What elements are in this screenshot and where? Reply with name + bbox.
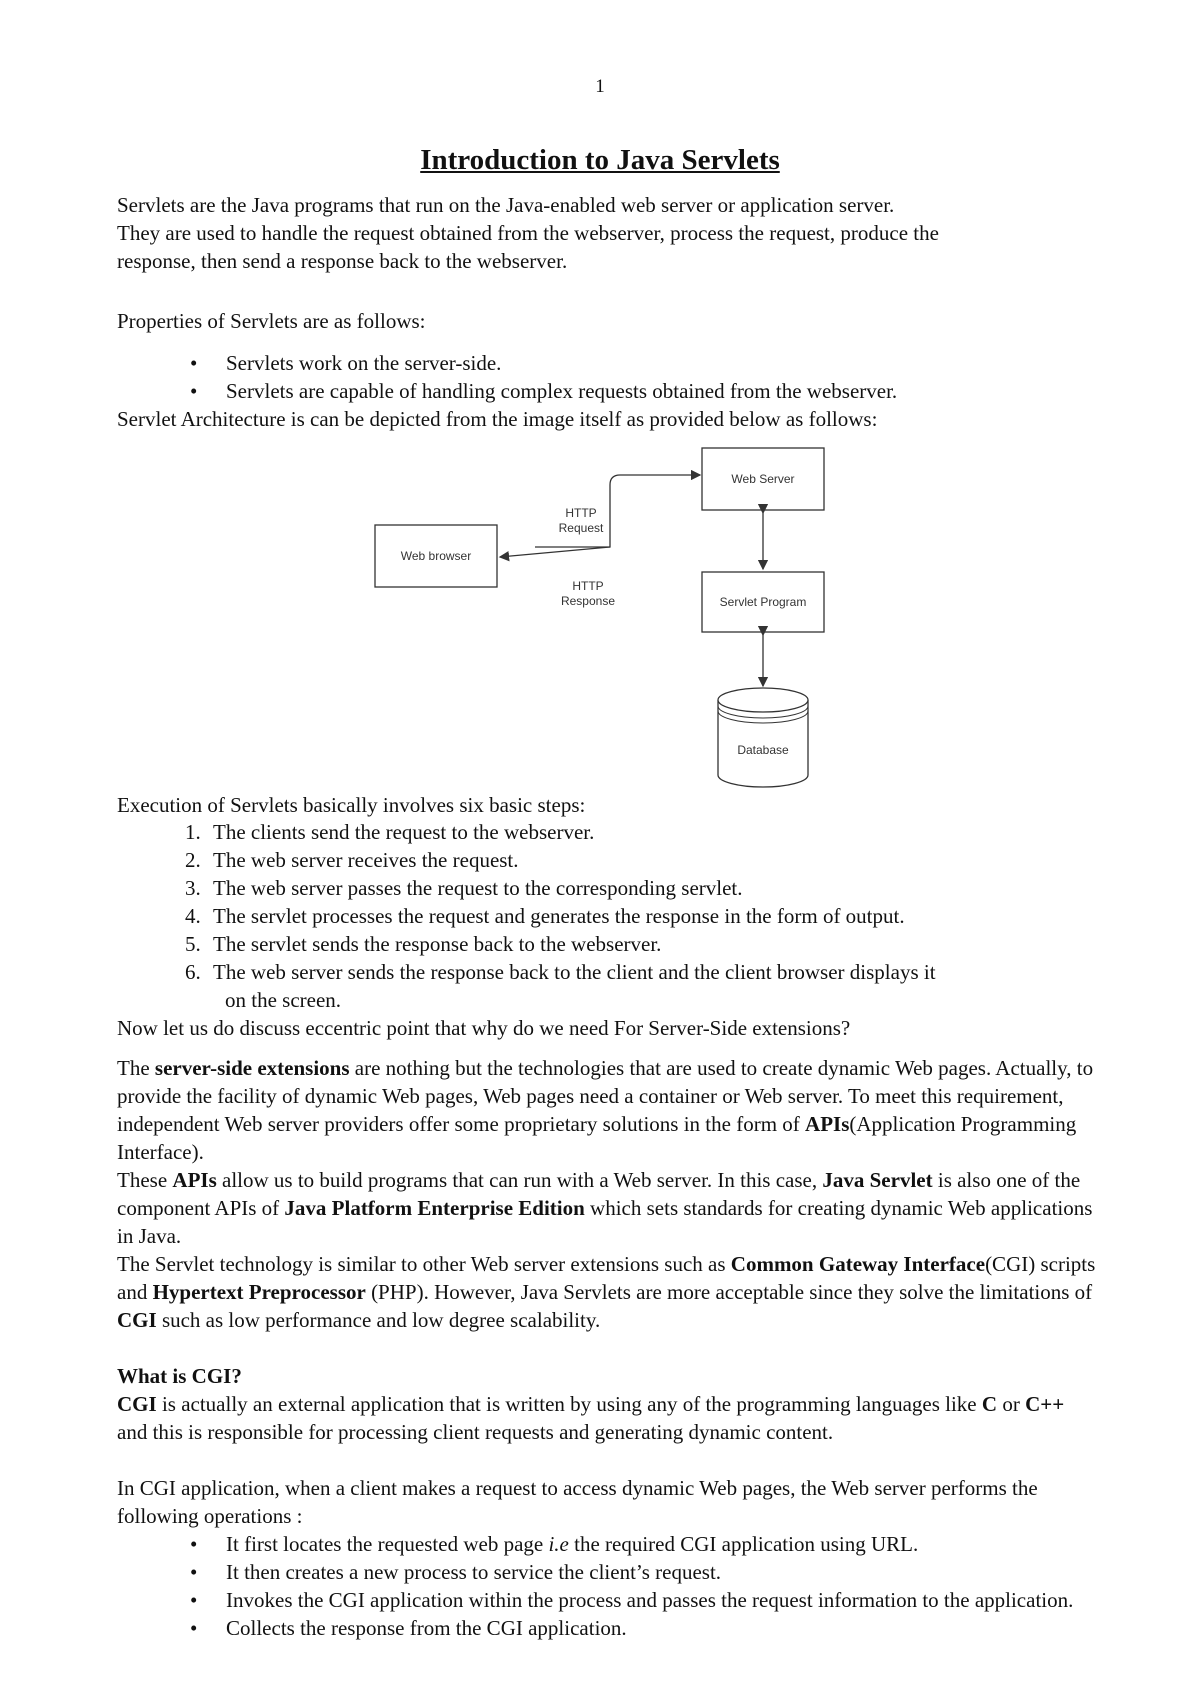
list-item: • It then creates a new process to service the client’s request.: [190, 1558, 1090, 1586]
bold-term: Java Platform Enterprise Edition: [284, 1196, 585, 1220]
list-item: [185, 930, 1085, 958]
http-response-label-2: Response: [560, 594, 616, 608]
cgi-operations-paragraph: In CGI application, when a client makes a request to access dynamic Web pages, the Web server performs the following operations :: [117, 1476, 1038, 1528]
database-cylinder: [718, 688, 808, 787]
web-browser-label: Web browser: [400, 549, 472, 563]
http-request-label-1: HTTP: [565, 506, 597, 520]
step-text: The web server sends the response back to the client and the client browser displays it: [213, 960, 936, 984]
step-text: The clients send the request to the webserver.: [213, 820, 595, 844]
list-item: • Collects the response from the CGI application.: [190, 1614, 1090, 1642]
execution-steps-list: [185, 818, 1085, 1014]
web-browser-box: [375, 525, 497, 587]
list-item: [185, 958, 1085, 1014]
intro-line-2: They are used to handle the request obtained from the webserver, process the request, produce the: [117, 221, 939, 245]
intro-paragraph: [117, 191, 1097, 275]
bold-term: CGI: [117, 1308, 157, 1332]
step-continuation: on the screen.: [225, 988, 342, 1012]
list-item: [185, 846, 1085, 874]
server-side-extensions-paragraph: The server-side extensions are nothing but the technologies that are used to create dynamic Web pages. Actually, to provide the facility of dynamic Web pages, Web pages need a container or Web server. To meet this requirement, independent Web server providers offer some proprietary solutions in the form of APIs(Application Programming Interface).: [117, 1056, 1094, 1164]
bold-term: C: [981, 1392, 998, 1416]
servlet-program-label: Servlet Program: [719, 595, 807, 609]
execution-heading: Execution of Servlets basically involves six basic steps:: [117, 793, 586, 817]
database-label: Database: [737, 743, 789, 757]
bold-term: C++: [1025, 1392, 1065, 1416]
bold-term: Common Gateway Interface: [730, 1252, 986, 1276]
web-server-box: [702, 448, 824, 510]
step-text: The web server receives the request.: [213, 848, 519, 872]
list-item: • Servlets are capable of handling complex requests obtained from the webserver.: [190, 377, 1090, 405]
servlet-technology-paragraph: The Servlet technology is similar to other Web server extensions such as Common Gateway Interface(CGI) scripts and Hypertext Preprocessor (PHP). However, Java Servlets are more acceptable since they solve the limitations of CGI such as low performance and low degree scalability.: [117, 1252, 1096, 1332]
step-number: 2.: [185, 848, 201, 872]
properties-heading: Properties of Servlets are as follows:: [117, 309, 426, 333]
step-number: 1.: [185, 820, 201, 844]
cgi-operations-list: [190, 1530, 1090, 1642]
apis-paragraph: These APIs allow us to build programs that can run with a Web server. In this case, Java Servlet is also one of the component APIs of Java Platform Enterprise Edition which sets standards for creating dynamic Web applications in Java.: [117, 1168, 1093, 1248]
list-item: [185, 902, 1085, 930]
list-item: [185, 818, 1085, 846]
http-response-label-1: HTTP: [572, 579, 604, 593]
step-number: 6.: [185, 960, 201, 984]
properties-list: [190, 349, 1090, 405]
bold-term: APIs: [805, 1112, 850, 1136]
web-server-label: Web Server: [731, 472, 795, 486]
discuss-line: Now let us do discuss eccentric point that why do we need For Server-Side extensions?: [117, 1016, 851, 1040]
list-item: [185, 874, 1085, 902]
step-text: The servlet sends the response back to the webserver.: [213, 932, 662, 956]
bold-term: CGI: [117, 1392, 157, 1416]
step-number: 5.: [185, 932, 201, 956]
bold-term: Hypertext Preprocessor: [152, 1280, 366, 1304]
architecture-text: Servlet Architecture is can be depicted from the image itself as provided below as follows:: [117, 407, 878, 431]
http-response-arrow: [500, 547, 610, 557]
cgi-paragraph: CGI is actually an external application that is written by using any of the programming languages like C or C++ and this is responsible for processing client requests and generating dynamic content.: [117, 1392, 1065, 1444]
step-text: The web server passes the request to the corresponding servlet.: [213, 876, 743, 900]
page-number: 1: [595, 76, 605, 97]
cgi-heading: What is CGI?: [117, 1364, 242, 1388]
intro-line-1: Servlets are the Java programs that run on the Java-enabled web server or application server.: [117, 193, 895, 217]
intro-line-3: response, then send a response back to the webserver.: [117, 249, 568, 273]
page-title: Introduction to Java Servlets: [420, 144, 780, 176]
step-text: The servlet processes the request and generates the response in the form of output.: [213, 904, 905, 928]
servlet-architecture-diagram: [370, 445, 840, 790]
list-item: • Invokes the CGI application within the process and passes the request information to the application.: [190, 1586, 1090, 1614]
bold-term: Java Servlet: [822, 1168, 933, 1192]
servlet-program-box: [702, 572, 824, 632]
step-number: 4.: [185, 904, 201, 928]
http-request-label-2: Request: [558, 521, 604, 535]
step-number: 3.: [185, 876, 201, 900]
bold-term: APIs: [172, 1168, 217, 1192]
http-request-arrow: [535, 475, 700, 547]
list-item: • It first locates the requested web page i.e the required CGI application using URL.: [190, 1530, 1090, 1558]
bold-term: server-side extensions: [154, 1056, 350, 1080]
list-item: • Servlets work on the server-side.: [190, 349, 1090, 377]
